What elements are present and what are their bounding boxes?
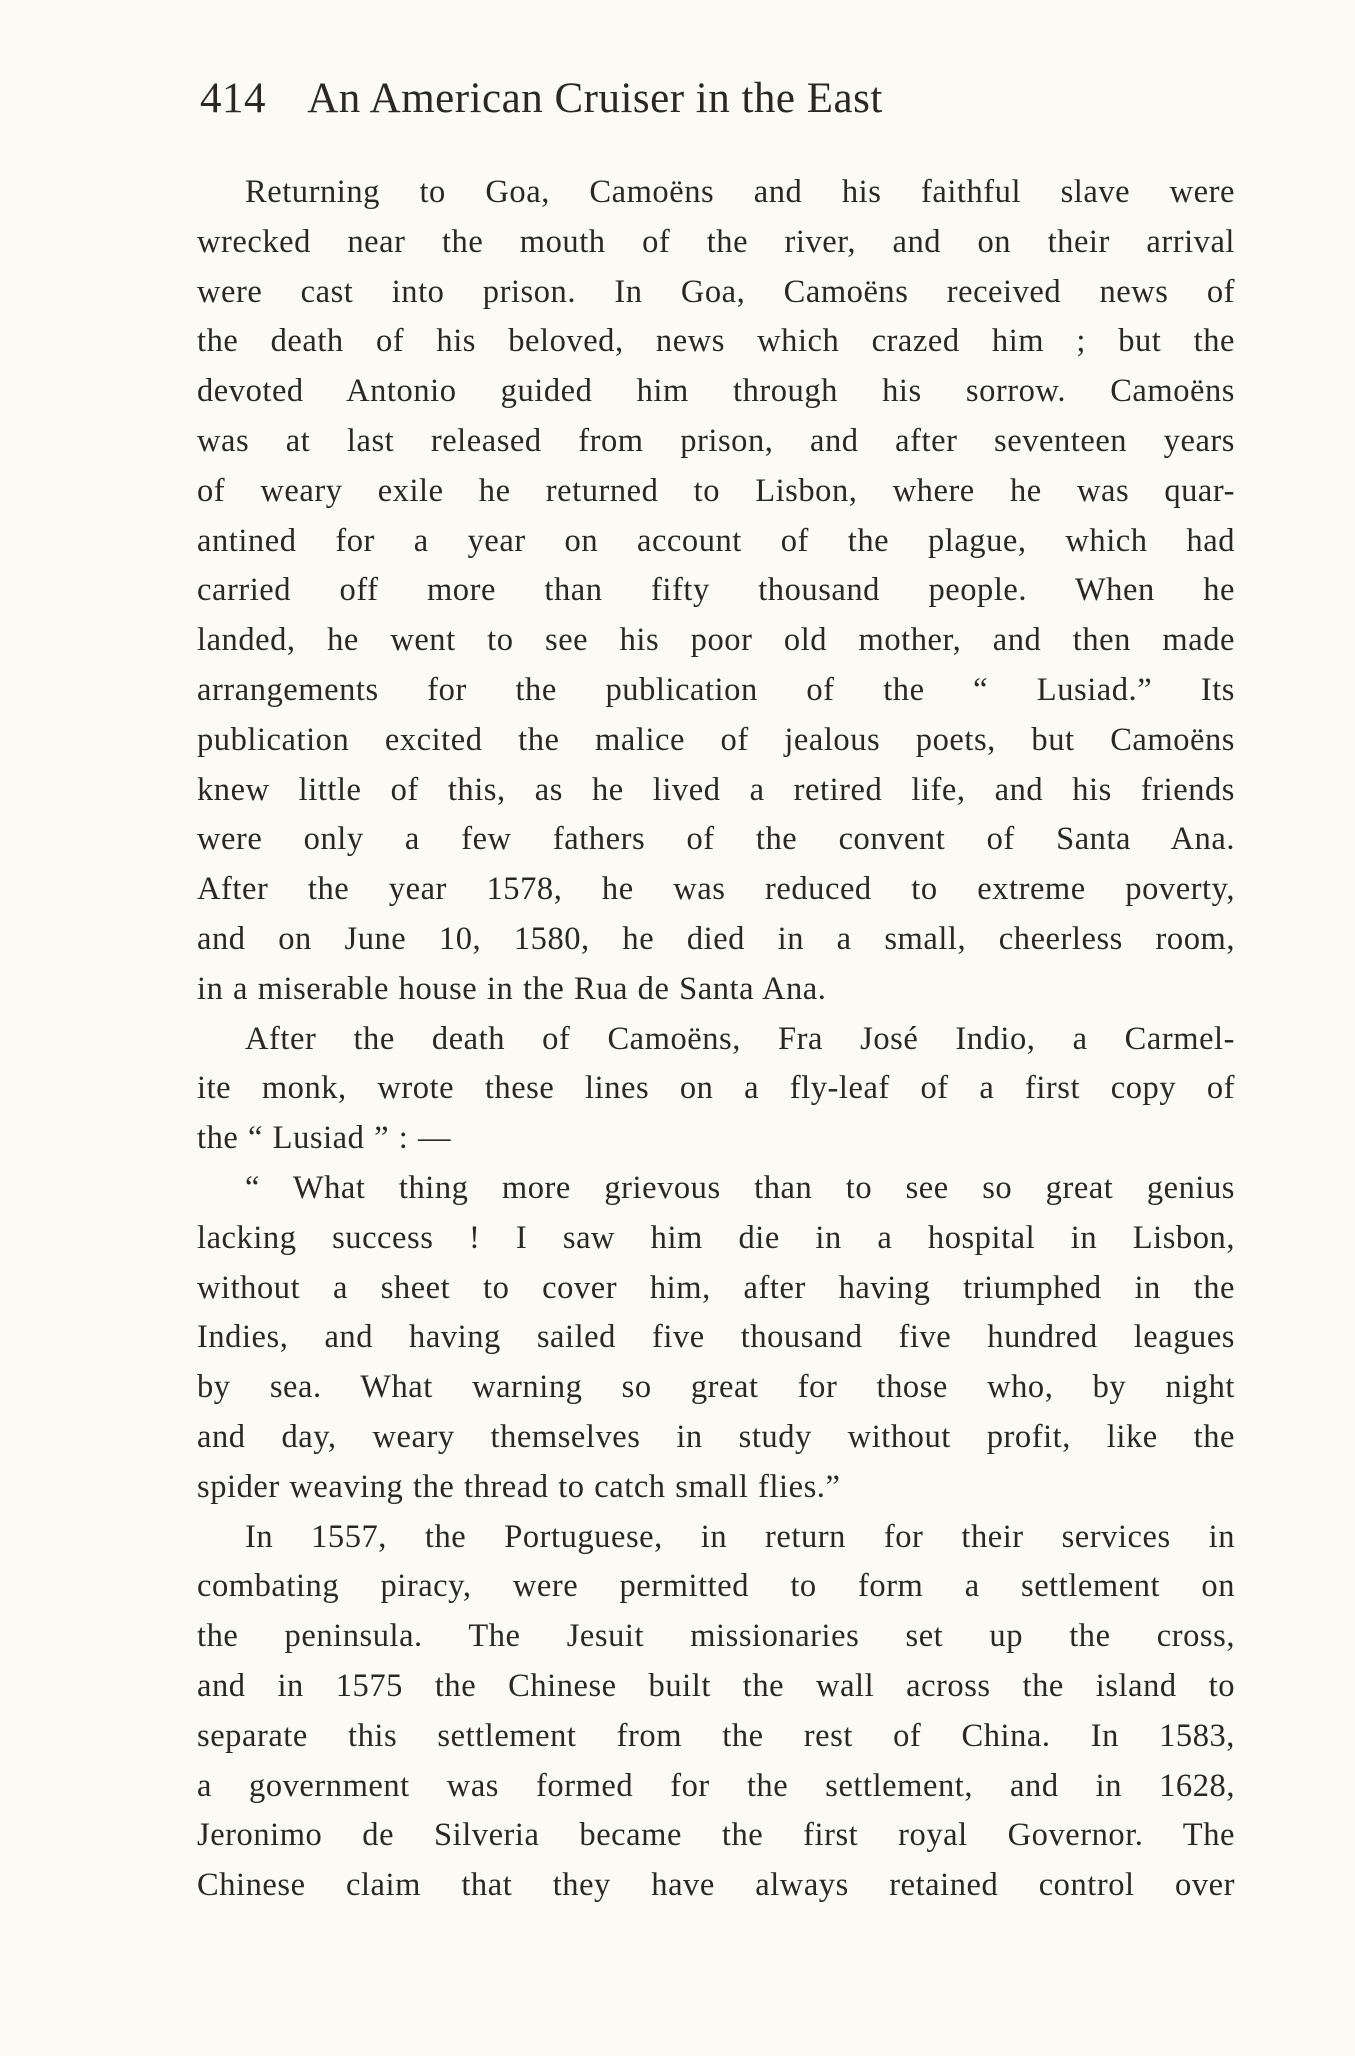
text-line: After the year 1578, he was reduced to extreme poverty, <box>197 871 1235 908</box>
text-line: and in 1575 the Chinese built the wall across the island to <box>197 1667 1235 1704</box>
text-line: and on June 10, 1580, he died in a small, cheerless room, <box>197 920 1235 957</box>
text-line: combating piracy, were permitted to form a settlement on <box>197 1568 1235 1605</box>
text-line: landed, he went to see his poor old mother, and then made <box>197 622 1235 659</box>
paragraph <box>197 168 1235 1015</box>
text-line: was at last released from prison, and after seventeen years <box>197 422 1235 459</box>
text-line: separate this settlement from the rest of China. In 1583, <box>197 1717 1235 1754</box>
running-head: An American Cruiser in the East <box>307 75 883 122</box>
text-line: Indies, and having sailed five thousand five hundred leagues <box>197 1319 1235 1356</box>
text-line: wrecked near the mouth of the river, and on their arrival <box>197 223 1235 260</box>
text-line: and day, weary themselves in study without profit, like the <box>197 1418 1235 1455</box>
page-number: 414 <box>200 75 266 122</box>
text-line: Jeronimo de Silveria became the first royal Governor. The <box>197 1817 1235 1854</box>
text-line: knew little of this, as he lived a retired life, and his friends <box>197 771 1235 808</box>
text-line: in a miserable house in the Rua de Santa Ana. <box>197 970 827 1007</box>
text-line: of weary exile he returned to Lisbon, where he was quar- <box>197 472 1235 509</box>
text-line: Chinese claim that they have always retained control over <box>197 1867 1235 1904</box>
text-line: After the death of Camoëns, Fra José Indio, a Carmel- <box>245 1020 1235 1057</box>
text-line: antined for a year on account of the plague, which had <box>197 522 1235 559</box>
text-line: were only a few fathers of the convent of Santa Ana. <box>197 821 1235 858</box>
text-line: were cast into prison. In Goa, Camoëns received news of <box>197 273 1235 310</box>
paragraph <box>197 1015 1235 1164</box>
text-line: arrangements for the publication of the “ Lusiad.” Its <box>197 671 1235 708</box>
text-line: In 1557, the Portuguese, in return for their services in <box>245 1518 1235 1555</box>
text-line: by sea. What warning so great for those who, by night <box>197 1369 1235 1406</box>
text-line: without a sheet to cover him, after having triumphed in the <box>197 1269 1235 1306</box>
text-line: “ What thing more grievous than to see so great genius <box>245 1169 1235 1206</box>
text-line: publication excited the malice of jealous poets, but Camoëns <box>197 721 1235 758</box>
text-line: devoted Antonio guided him through his sorrow. Camoëns <box>197 373 1235 410</box>
text-line: carried off more than fifty thousand people. When he <box>197 572 1235 609</box>
text-line: a government was formed for the settlement, and in 1628, <box>197 1767 1235 1804</box>
paragraph <box>197 1164 1235 1513</box>
text-line: lacking success ! I saw him die in a hospital in Lisbon, <box>197 1219 1235 1256</box>
text-line: the peninsula. The Jesuit missionaries set up the cross, <box>197 1618 1235 1655</box>
page-header <box>200 74 1160 134</box>
body-text <box>197 168 1235 1911</box>
text-line: the death of his beloved, news which crazed him ; but the <box>197 323 1235 360</box>
paragraph <box>197 1513 1235 1911</box>
text-line: spider weaving the thread to catch small flies.” <box>197 1468 841 1505</box>
text-line: Returning to Goa, Camoëns and his faithful slave were <box>245 174 1235 210</box>
text-line: the “ Lusiad ” : — <box>197 1120 452 1157</box>
text-line: ite monk, wrote these lines on a fly-leaf of a first copy of <box>197 1070 1235 1107</box>
